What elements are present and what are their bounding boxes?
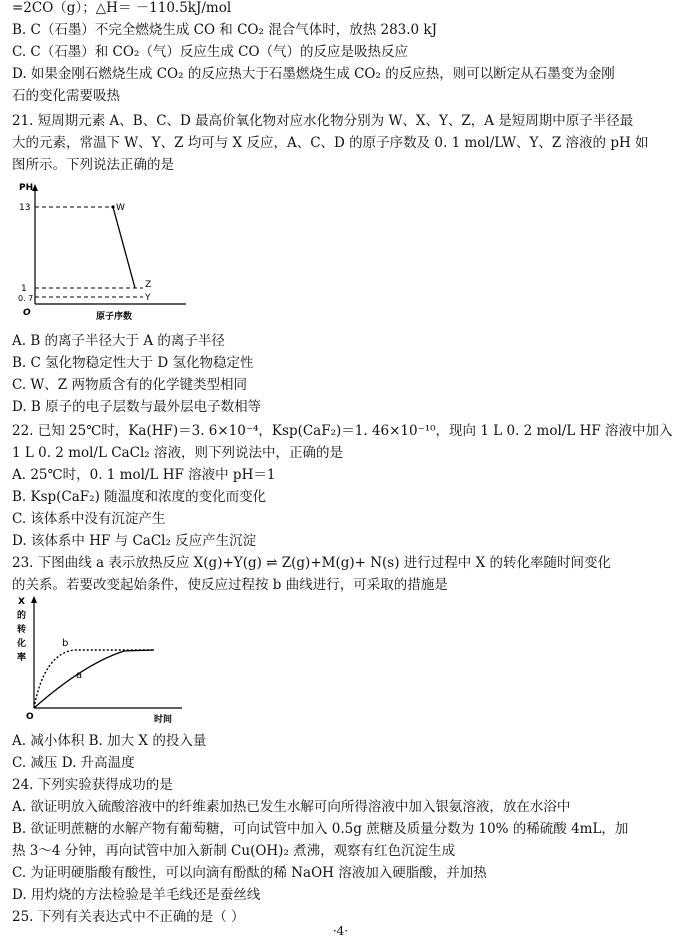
option-c: C. W、Z 两物质含有的化学键类型相同 xyxy=(12,377,247,393)
text-line: 大的元素，常温下 W、Y、Z 均可与 X 反应，A、C、D 的原子序数及 0. 1 mol/LW、Y、Z 溶液的 pH 如 xyxy=(12,135,649,151)
y-label-zhuan: 转 xyxy=(17,625,27,635)
option-a: A. 欲证明放入硫酸溶液中的纤维素加热已发生水解可向所得溶液中加入银氨溶液，放在水浴中 xyxy=(12,799,571,815)
point-w: W xyxy=(116,203,125,213)
origin-label: O xyxy=(26,712,34,722)
text-line: 石的变化需要吸热 xyxy=(12,88,120,104)
option-d: D. 用灼烧的方法检验是羊毛线还是蚕丝线 xyxy=(12,887,261,903)
option-c: C. 该体系中没有沉淀产生 xyxy=(12,511,166,527)
option-b: B. Ksp(CaF₂) 随温度和浓度的变化而变化 xyxy=(12,489,267,505)
point-y: Y xyxy=(145,293,151,303)
ph-axis-label: PH xyxy=(19,183,34,193)
ph-figure xyxy=(18,180,193,320)
tick-1: 1 xyxy=(21,284,27,294)
text-line: 热 3～4 分钟，再向试管中加入新制 Cu(OH)₂ 煮沸，观察有红色沉淀生成 xyxy=(12,843,456,859)
y-label-hua: 化 xyxy=(17,639,27,649)
curve-a-label: a xyxy=(76,670,83,681)
option-d: D. B 原子的电子层数与最外层电子数相等 xyxy=(12,399,262,415)
question-25-stem: 25. 下列有关表达式中不正确的是（ ） xyxy=(12,909,245,925)
y-label-de: 的 xyxy=(17,611,27,621)
conversion-figure xyxy=(14,594,194,724)
text-line: =2CO（g）；△H＝ －110.5kJ/mol xyxy=(12,0,232,16)
option-b: B. C 氢化物稳定性大于 D 氢化物稳定性 xyxy=(12,355,254,371)
question-24-stem: 24. 下列实验获得成功的是 xyxy=(12,777,173,793)
curve-b-label: b xyxy=(62,638,69,649)
option-a: A. 25℃时，0. 1 mol/L HF 溶液中 pH＝1 xyxy=(12,467,276,483)
options-cd: C. 减压 D. 升高温度 xyxy=(12,755,135,771)
y-label-lv: 率 xyxy=(17,653,27,663)
text-line: C. C（石墨）和 CO₂（气）反应生成 CO（气）的反应是吸热反应 xyxy=(12,44,409,60)
options-ab: A. 减小体积 B. 加大 X 的投入量 xyxy=(12,733,207,749)
option-b: B. 欲证明蔗糖的水解产物有葡萄糖，可向试管中加入 0.5g 蔗糖及质量分数为 10% 的稀硫酸 4mL，加 xyxy=(12,821,629,837)
origin-label: O xyxy=(23,308,31,318)
x-axis-label: 原子序数 xyxy=(96,312,133,320)
text-line: 1 L 0. 2 mol/L CaCl₂ 溶液，则下列说法中，正确的是 xyxy=(12,445,343,461)
option-a: A. B 的离子半径大于 A 的离子半径 xyxy=(12,333,225,349)
y-label-x: X xyxy=(18,597,25,607)
point-z: Z xyxy=(145,280,152,290)
question-22-stem: 22. 已知 25℃时，Ka(HF)＝3. 6×10⁻⁴，Ksp(CaF₂)＝1. 46×10⁻¹⁰，现向 1 L 0. 2 mol/L HF 溶液中加入 xyxy=(12,423,673,439)
text-line: D. 如果金刚石燃烧生成 CO₂ 的反应热大于石墨燃烧生成 CO₂ 的反应热，则可以断定从石墨变为金刚 xyxy=(12,66,615,82)
tick-13: 13 xyxy=(19,203,31,213)
text-line: B. C（石墨）不完全燃烧生成 CO 和 CO₂ 混合气体时，放热 283.0 kJ xyxy=(12,22,438,38)
question-21-stem: 21. 短周期元素 A、B、C、D 最高价氧化物对应水化物分别为 W、X、Y、Z，A 是短周期中原子半径最 xyxy=(12,113,634,129)
text-line: 图所示。下列说法正确的是 xyxy=(12,157,174,173)
tick-07: 0. 7 xyxy=(18,294,34,303)
question-23-stem: 23. 下图曲线 a 表示放热反应 X(g)+Y(g) ⇌ Z(g)+M(g)+ N(s) 进行过程中 X 的转化率随时间变化 xyxy=(12,555,611,571)
x-axis-label: 时间 xyxy=(154,715,173,724)
text-line: 的关系。若要改变起始条件，使反应过程按 b 曲线进行，可采取的措施是 xyxy=(12,577,448,593)
option-c: C. 为证明硬脂酸有酸性，可以向滴有酚酞的稀 NaOH 溶液加入硬脂酸，并加热 xyxy=(12,865,487,881)
page-number: ·4· xyxy=(332,924,349,938)
option-d: D. 该体系中 HF 与 CaCl₂ 反应产生沉淀 xyxy=(12,533,257,549)
